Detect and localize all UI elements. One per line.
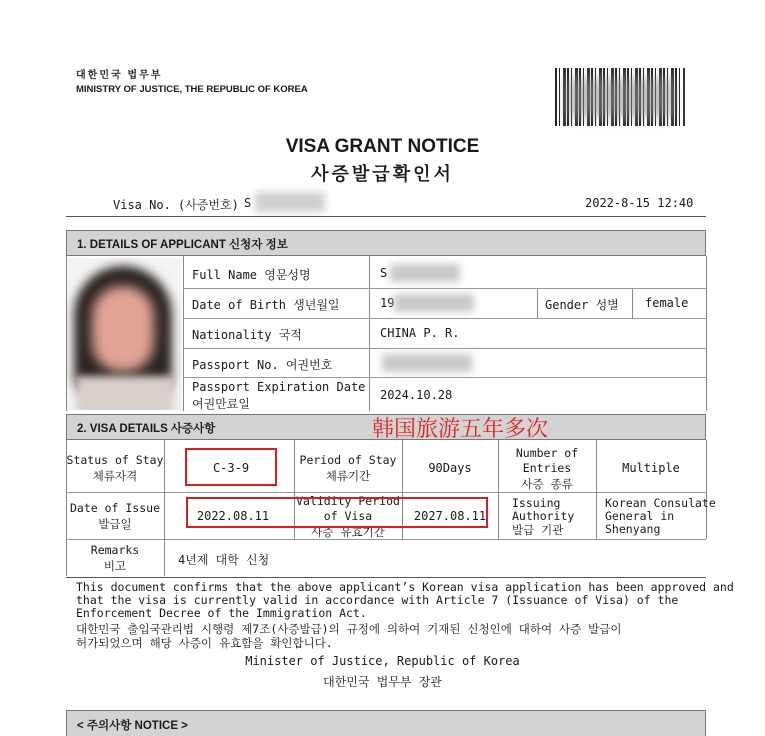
statement-korean-line-1: 대한민국 출입국관리법 시행령 제7조(사증발급)의 규정에 의하여 기재된 신청인에 대하여 사증 발급이	[76, 622, 622, 636]
document-title-english: VISA GRANT NOTICE	[285, 136, 480, 157]
status-highlight-box	[185, 448, 277, 486]
statement-english-line-3: Enforcement Decree of the Immigration Act.	[76, 606, 367, 620]
table-border	[706, 440, 707, 539]
table-border	[66, 492, 706, 493]
notice-section-title: < 주의사항 NOTICE >	[77, 720, 188, 732]
issuing-authority-value-line2: General in	[605, 509, 675, 523]
period-of-stay-label-en: Period of Stay	[299, 453, 397, 467]
remarks-label-en: Remarks	[90, 543, 140, 557]
date-of-issue-label-en: Date of Issue	[69, 501, 160, 515]
nationality-value: CHINA P. R.	[380, 326, 460, 340]
header-divider	[66, 216, 706, 217]
table-border	[537, 288, 538, 318]
applicant-photo	[66, 258, 182, 410]
gender-value: female	[645, 296, 689, 310]
document-title-korean: 사증발급확인서	[311, 164, 454, 184]
passport-expiration-label-en: Passport Expiration Date	[192, 380, 366, 394]
passport-expiration-label-ko: 여권만료일	[192, 397, 250, 411]
status-of-stay-label-en: Status of Stay	[66, 453, 164, 467]
issuing-authority-label-ko: 발급 기관	[512, 523, 564, 537]
date-of-issue-label-ko: 발급일	[98, 517, 132, 531]
table-border	[706, 256, 707, 411]
barcode-redaction	[565, 78, 675, 118]
table-border	[164, 440, 165, 576]
remarks-label-ko: 비고	[103, 559, 127, 573]
applicant-section-title: 1. DETAILS OF APPLICANT 신청자 정보	[77, 239, 288, 251]
number-of-entries-label-ko: 사증 종류	[521, 477, 573, 491]
signature-english: Minister of Justice, Republic of Korea	[245, 654, 520, 668]
signature-korean: 대한민국 법무부 장관	[323, 675, 442, 689]
table-border	[369, 256, 370, 411]
issuing-authority-label-line2: Authority	[512, 509, 575, 523]
statement-english-line-1: This document confirms that the above applicant’s Korean visa application has been approved and	[76, 580, 734, 594]
passport-number-label: Passport No. 여권번호	[192, 358, 333, 372]
issuing-authority-value-line3: Shenyang	[605, 522, 661, 536]
date-of-issue-value: 2022.08.11	[196, 509, 270, 523]
table-border	[183, 348, 706, 349]
statement-english-line-2: that the visa is currently valid in accordance with Article 7 (Issuance of Visa) of the	[76, 593, 679, 607]
visa-number-value: S	[244, 196, 252, 210]
number-of-entries-label-line1: Number of	[515, 446, 579, 460]
validity-period-label-ko: 사증 유효기간	[311, 525, 385, 539]
date-of-birth-label: Date of Birth 생년월일	[192, 298, 340, 312]
statement-divider	[66, 577, 706, 578]
visa-section-title: 2. VISA DETAILS 사증사항	[77, 423, 216, 435]
issuing-authority-value-line1: Korean Consulate	[605, 496, 716, 510]
statement-korean-line-2: 허가되었으며 해당 사증이 유효함을 확인합니다.	[76, 636, 333, 650]
handwritten-annotation: 韩国旅游五年多次	[372, 417, 549, 442]
ministry-korean-name: 대한민국 법무부	[76, 70, 163, 81]
table-border	[183, 318, 706, 319]
period-of-stay-value: 90Days	[428, 461, 472, 475]
validity-period-label-line2: of Visa	[323, 509, 373, 523]
issuing-authority-label-line1: Issuing	[512, 496, 561, 510]
date-of-birth-redaction	[394, 294, 474, 312]
issue-datetime: 2022-8-15 12:40	[585, 196, 694, 210]
visa-number-redaction	[255, 192, 325, 212]
number-of-entries-label-line2: Entries	[522, 461, 572, 475]
ministry-english-name: MINISTRY OF JUSTICE, THE REPUBLIC OF KOREA	[76, 84, 308, 95]
table-border	[183, 256, 184, 411]
date-of-birth-value: 19	[380, 296, 395, 310]
full-name-redaction	[390, 264, 460, 282]
remarks-value: 4년제 대학 신청	[178, 553, 270, 567]
status-of-stay-label-ko: 체류자격	[92, 469, 138, 483]
full-name-value: S	[380, 266, 388, 280]
passport-number-redaction	[382, 354, 472, 372]
notice-section-header	[66, 710, 706, 736]
validity-period-label-line1: Validity Period	[296, 494, 400, 508]
passport-expiration-value: 2024.10.28	[380, 388, 453, 402]
table-border	[183, 377, 706, 378]
number-of-entries-value: Multiple	[622, 461, 680, 475]
gender-label: Gender 성별	[545, 298, 619, 312]
table-border	[66, 256, 67, 411]
table-border	[632, 288, 633, 318]
nationality-label: Nationality 국적	[192, 328, 302, 342]
applicant-section-header	[66, 230, 706, 256]
status-of-stay-value: C-3-9	[212, 461, 250, 475]
table-border	[596, 440, 597, 539]
full-name-label: Full Name 영문성명	[192, 268, 311, 282]
visa-number-label: Visa No. (사증번호)	[113, 198, 239, 212]
validity-highlight-box	[186, 497, 488, 528]
table-border	[183, 288, 706, 289]
period-of-stay-label-ko: 체류기간	[325, 469, 371, 483]
validity-period-value: 2027.08.11	[413, 509, 487, 523]
